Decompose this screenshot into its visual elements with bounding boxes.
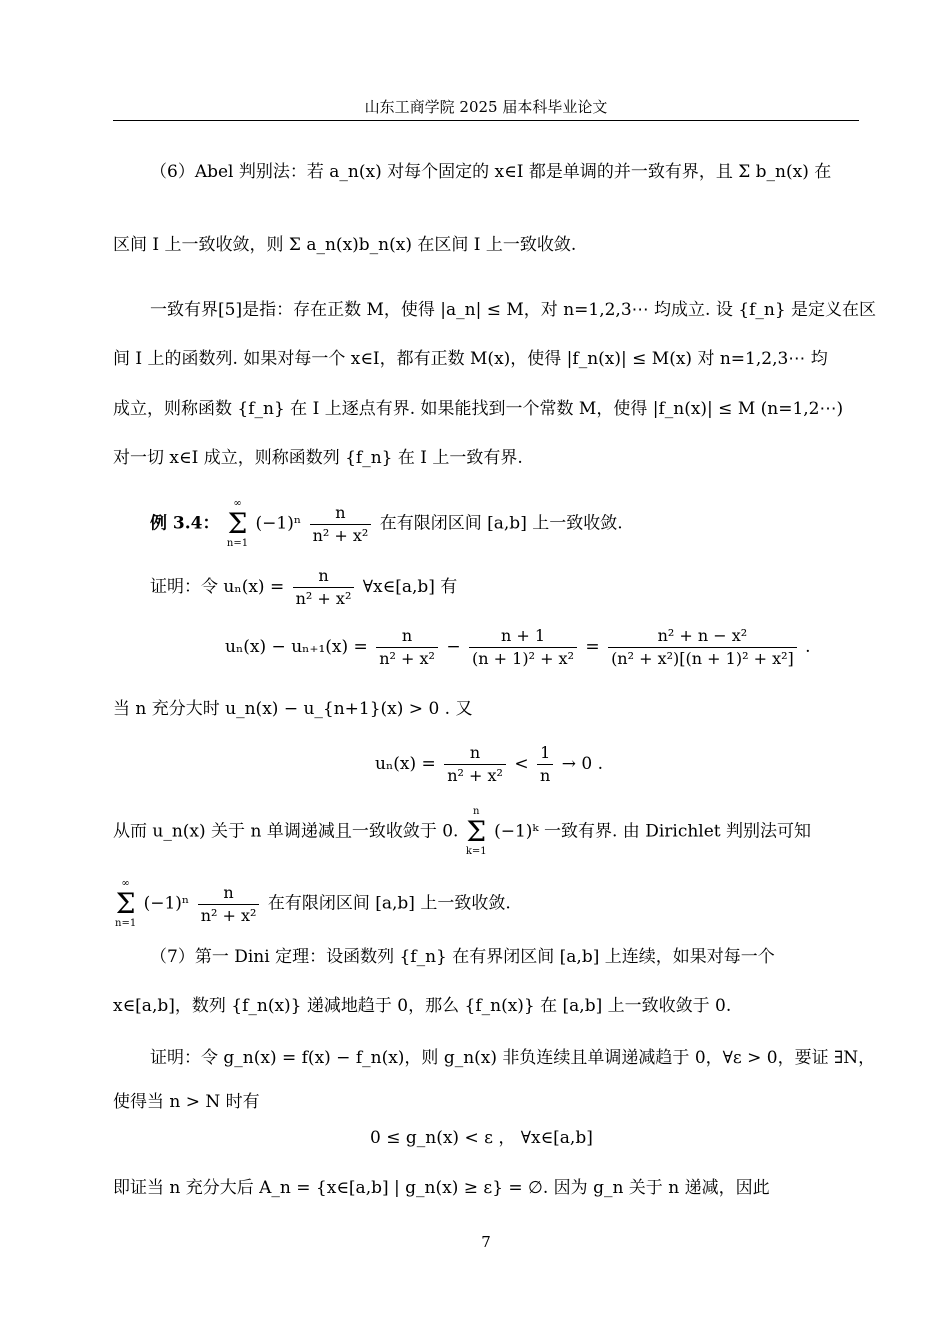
abel-line-2: 区间 I 上一致收敛，则 Σ a_n(x)b_n(x) 在区间 I 上一致收敛. [113,235,577,255]
example-label: 例 3.4： [150,513,220,534]
bounded-line-3: 成立，则称函数 {f_n} 在 I 上逐点有界. 如果能找到一个常数 M，使得 |f_n(x)| ≤ M (n=1,2⋯) [113,399,844,419]
example-3-4 [150,498,623,550]
dini-line-1: （7）第一 Dini 定理：设函数列 {f_n} 在有界闭区间 [a,b] 上连续，如果对每一个 [150,947,775,967]
proof-definition: 证明：令 uₙ(x) = $\frac{n}{\text{n² + x²}}$ ∀x∈[a,b] 有 [150,566,458,608]
bounded-line-2: 间 I 上的函数列. 如果对每一个 x∈I，都有正数 M(x)，使得 |f_n(x)| ≤ M(x) 对 n=1,2,3⋯ 均 [113,349,828,369]
dini-line-2: x∈[a,b]，数列 {f_n(x)} 递减地趋于 0，那么 {f_n(x)} 在 [a,b] 上一致收敛于 0. [113,996,732,1016]
page-number: 7 [481,1233,491,1251]
dini-proof-2: 使得当 n > N 时有 [113,1092,260,1112]
example-text: 在有限闭区间 [a,b] 上一致收敛. [379,513,623,534]
page-header: 山东工商学院 2025 届本科毕业论文 [364,98,608,116]
header-rule [113,120,859,121]
conclusion-line: ∞ Σ n=1 (−1)ⁿ $\frac{n}{\text{n² + x²}}$ 在有限闭区间 [a,b] 上一致收敛. [115,878,511,929]
abel-line-1: （6）Abel 判别法：若 a_n(x) 对每个固定的 x∈I 都是单调的并一致有界，且 Σ b_n(x) 在 [150,162,832,182]
sum-symbol: ∞ Σ n=1 [226,498,249,549]
dini-proof-3: 0 ≤ g_n(x) < ε ， ∀x∈[a,b] [370,1128,593,1148]
when-large-n: 当 n 充分大时 u_n(x) − u_{n+1}(x) > 0 . 又 [113,699,473,719]
fraction: $\frac{n}{\text{n² + x²}}$ [293,565,355,610]
dini-proof-1: 证明：令 g_n(x) = f(x) − f_n(x)，则 g_n(x) 非负连续且单调递减趋于 0，∀ε > 0，要证 ∃N， [150,1048,876,1068]
sign-term: (−1)ⁿ [255,513,302,534]
dini-proof-4: 即证当 n 充分大后 A_n = {x∈[a,b] | g_n(x) ≥ ε} = ∅. 因为 g_n 关于 n 递减，因此 [113,1178,770,1198]
fraction: $\frac{n}{\text{n² + x²}}$ [310,502,372,547]
bounded-line-1: 一致有界[5]是指：存在正数 M，使得 |a_n| ≤ M，对 n=1,2,3⋯ 均成立. 设 {f_n} 是定义在区 [150,300,877,320]
bound-equation: uₙ(x) = $\frac{n}{\text{n² + x²}}$ < $\frac{1}{n}$ → 0 . [375,743,604,785]
difference-equation: uₙ(x) − uₙ₊₁(x) = $\frac{n}{\text{n² + x²}}$ − $\frac{n + 1}{\text{(n + 1)² + x²}}$ = $\frac{\text{n² + n − x²}}{\text{(n² + x²)[(n + 1)² + x²]}}$ . [225,626,811,668]
bounded-line-4: 对一切 x∈I 成立，则称函数列 {f_n} 在 I 上一致有界. [113,448,523,468]
monotone-line: 从而 u_n(x) 关于 n 单调递减且一致收敛于 0. n Σ k=1 (−1)ᵏ 一致有界. 由 Dirichlet 判别法可知 [113,806,812,857]
